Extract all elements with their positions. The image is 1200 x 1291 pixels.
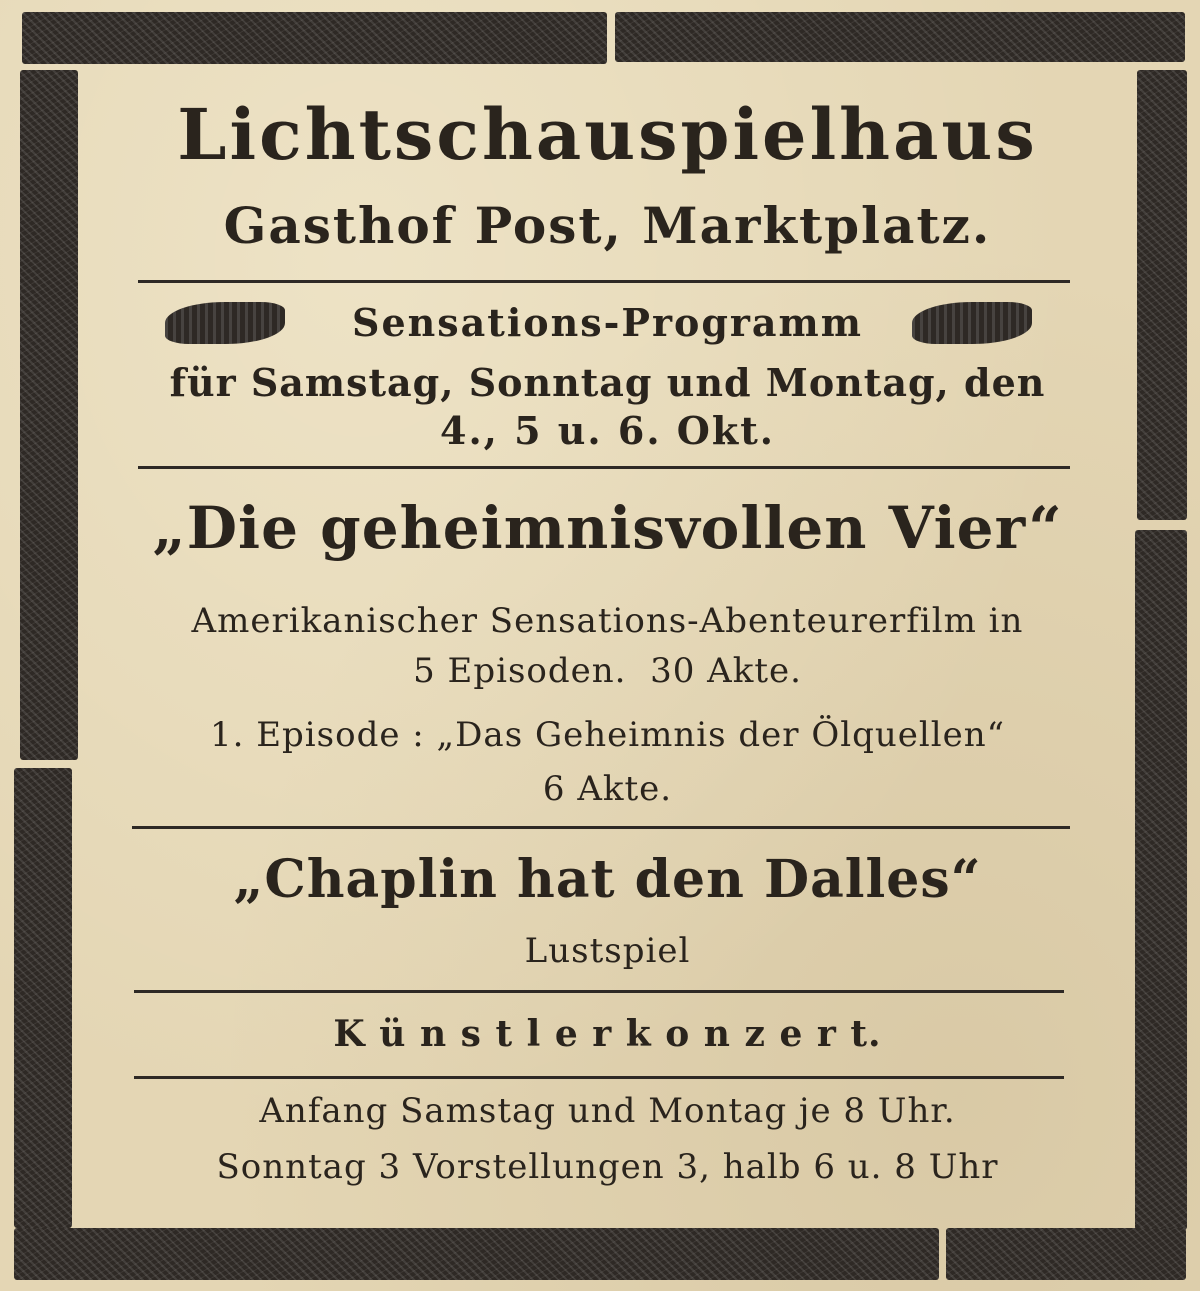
- program-dates-line1: für Samstag, Sonntag und Montag, den: [169, 360, 1046, 405]
- comedy-title: „Chaplin hat den Dalles“: [233, 849, 982, 910]
- divider-3: [132, 826, 1070, 829]
- venue-name: Lichtschauspielhaus: [177, 93, 1038, 176]
- feature-description-line1: Amerikanischer Sensations-Abenteurerfilm in: [191, 601, 1024, 641]
- border-top-left: [22, 12, 607, 64]
- venue-address: Gasthof Post, Marktplatz.: [223, 196, 992, 255]
- comedy-genre: Lustspiel: [524, 931, 691, 971]
- feature-title: „Die geheimnisvollen Vier“: [152, 494, 1063, 562]
- schedule-line2: Sonntag 3 Vorstellungen 3, halb 6 u. 8 Uhr: [216, 1147, 999, 1187]
- border-bottom-right: [946, 1228, 1186, 1280]
- episode-acts: 6 Akte.: [542, 769, 673, 809]
- border-left-lower: [14, 768, 72, 1228]
- border-right-lower: [1135, 530, 1187, 1230]
- schedule-line1: Anfang Samstag und Montag je 8 Uhr.: [259, 1091, 956, 1131]
- divider-4: [134, 990, 1064, 993]
- border-bottom-left: [14, 1228, 939, 1280]
- feature-description-line2: 5 Episoden. 30 Akte.: [413, 651, 802, 691]
- border-top-right: [615, 12, 1185, 62]
- border-left-upper: [20, 70, 78, 760]
- episode-title: 1. Episode : „Das Geheimnis der Ölquellen“: [209, 715, 1006, 755]
- border-right-upper: [1137, 70, 1187, 520]
- program-heading: Sensations-Programm: [352, 300, 863, 345]
- advertisement: [90, 70, 1125, 1220]
- divider-1: [138, 280, 1070, 283]
- divider-5: [134, 1076, 1064, 1079]
- divider-2: [138, 466, 1070, 469]
- program-dates-line2: 4., 5 u. 6. Okt.: [440, 408, 775, 453]
- concert-label: K ü n s t l e r k o n z e r t.: [333, 1013, 882, 1055]
